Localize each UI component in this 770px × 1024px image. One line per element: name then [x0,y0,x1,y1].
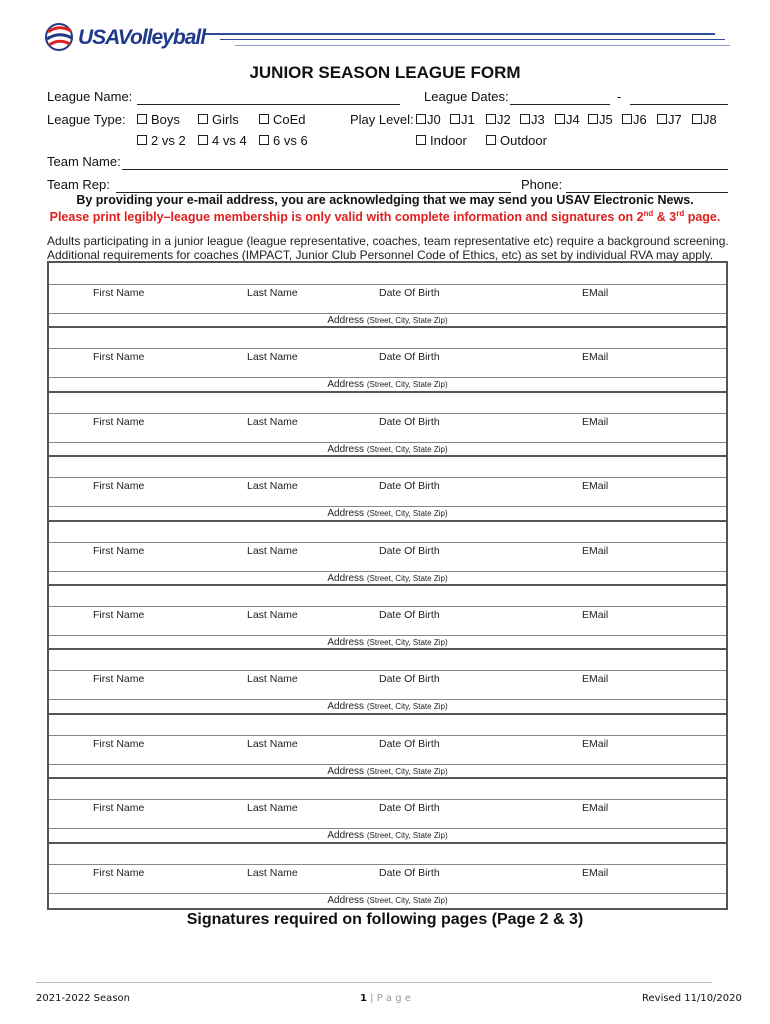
league-dates-label: League Dates: [424,89,509,104]
volleyball-icon [44,22,78,56]
checkbox-j3[interactable]: J3 [520,112,545,127]
email-header: EMail [582,866,609,879]
name-entry-line[interactable] [49,542,726,543]
email-header: EMail [582,673,609,686]
last-name-header: Last Name [247,287,298,299]
email-header: EMail [582,737,609,750]
address-entry-line[interactable] [49,571,726,572]
last-name-header: Last Name [247,544,298,557]
email-header: EMail [582,351,609,364]
address-label: Address (Street, City, State Zip) [327,443,448,455]
first-name-header: First Name [93,351,145,364]
roster-table [47,261,728,910]
address-label: Address (Street, City, State Zip) [327,572,448,584]
email-header: EMail [582,287,609,299]
first-name-header: First Name [93,544,145,557]
roster-entry [49,585,726,649]
address-label: Address (Street, City, State Zip) [327,508,448,520]
page-number: 1 | P a g e [360,993,411,1004]
email-notice: By providing your e-mail address, you are acknowledging that we may send you USAV Electronic News. [76,193,694,207]
header-rule [205,33,715,35]
date-of-birth-header: Date Of Birth [379,480,440,493]
league-name-field[interactable] [137,104,400,105]
address-entry-line[interactable] [49,828,726,829]
dates-separator: - [617,89,622,104]
team-name-field[interactable] [122,169,728,170]
checkbox-j2[interactable]: J2 [486,112,511,127]
date-of-birth-header: Date Of Birth [379,866,440,879]
roster-entry [49,327,726,391]
first-name-header: First Name [93,415,145,428]
checkbox-outdoor[interactable]: Outdoor [486,133,547,148]
address-entry-line[interactable] [49,764,726,765]
season-label: 2021-2022 Season [36,993,130,1004]
league-name-label: League Name: [47,89,133,104]
first-name-header: First Name [93,866,145,879]
address-label: Address (Street, City, State Zip) [327,830,448,842]
first-name-header: First Name [93,609,145,621]
checkbox-4vs4[interactable]: 4 vs 4 [198,133,247,148]
name-entry-line[interactable] [49,284,726,285]
league-type-label: League Type: [47,112,126,127]
first-name-header: First Name [93,480,145,493]
checkbox-girls[interactable]: Girls [198,112,239,127]
address-entry-line[interactable] [49,699,726,700]
roster-entry [49,714,726,778]
logo-wordmark: USAVolleyball [78,26,206,49]
date-of-birth-header: Date Of Birth [379,737,440,750]
address-label: Address (Street, City, State Zip) [327,637,448,648]
address-entry-line[interactable] [49,893,726,894]
email-header: EMail [582,609,609,621]
page-title: JUNIOR SEASON LEAGUE FORM [249,63,521,82]
address-label: Address (Street, City, State Zip) [327,894,448,906]
checkbox-2vs2[interactable]: 2 vs 2 [137,133,186,148]
date-of-birth-header: Date Of Birth [379,802,440,815]
last-name-header: Last Name [247,415,298,428]
address-entry-line[interactable] [49,313,726,314]
email-header: EMail [582,415,609,428]
checkbox-6vs6[interactable]: 6 vs 6 [259,133,308,148]
name-entry-line[interactable] [49,413,726,414]
coach-requirements-text: Additional requirements for coaches (IMPACT, Junior Club Personnel Code of Ethics, etc) as set by individual RVA may apply. [47,248,714,262]
legibility-notice: Please print legibly–league membership is only valid with complete information and signatures on 2nd & 3rd page. [49,209,721,225]
name-entry-line[interactable] [49,799,726,800]
email-header: EMail [582,544,609,557]
last-name-header: Last Name [247,480,298,493]
league-start-date-field[interactable] [510,104,610,105]
first-name-header: First Name [93,287,145,299]
name-entry-line[interactable] [49,477,726,478]
date-of-birth-header: Date Of Birth [379,415,440,428]
checkbox-j8[interactable]: J8 [692,112,717,127]
checkbox-j4[interactable]: J4 [555,112,580,127]
checkbox-j0[interactable]: J0 [416,112,441,127]
roster-entry [49,263,726,327]
address-label: Address (Street, City, State Zip) [327,315,448,326]
roster-entry [49,456,726,520]
last-name-header: Last Name [247,866,298,879]
date-of-birth-header: Date Of Birth [379,351,440,364]
revised-date: Revised 11/10/2020 [642,993,742,1004]
checkbox-j5[interactable]: J5 [588,112,613,127]
email-header: EMail [582,802,609,815]
date-of-birth-header: Date Of Birth [379,609,440,621]
last-name-header: Last Name [247,351,298,364]
header-rule [220,39,725,40]
address-label: Address (Street, City, State Zip) [327,379,448,391]
address-label: Address (Street, City, State Zip) [327,765,448,777]
last-name-header: Last Name [247,673,298,686]
team-name-label: Team Name: [47,154,121,169]
checkbox-j7[interactable]: J7 [657,112,682,127]
league-end-date-field[interactable] [630,104,728,105]
last-name-header: Last Name [247,609,298,621]
address-entry-line[interactable] [49,506,726,507]
name-entry-line[interactable] [49,606,726,607]
address-entry-line[interactable] [49,377,726,378]
email-header: EMail [582,480,609,493]
address-entry-line[interactable] [49,442,726,443]
date-of-birth-header: Date Of Birth [379,673,440,686]
checkbox-coed[interactable]: CoEd [259,112,306,127]
name-entry-line[interactable] [49,348,726,349]
date-of-birth-header: Date Of Birth [379,544,440,557]
play-level-label: Play Level: [350,112,414,127]
name-entry-line[interactable] [49,735,726,736]
last-name-header: Last Name [247,802,298,815]
address-label: Address (Street, City, State Zip) [327,701,448,713]
checkbox-indoor[interactable]: Indoor [416,133,467,148]
roster-entry [49,649,726,713]
signatures-note: Signatures required on following pages (Page 2 & 3) [186,911,584,928]
date-of-birth-header: Date Of Birth [379,287,440,299]
footer-rule [36,982,712,983]
name-entry-line[interactable] [49,864,726,865]
first-name-header: First Name [93,673,145,686]
first-name-header: First Name [93,802,145,815]
header-rule [235,45,730,46]
phone-label: Phone: [521,177,563,192]
address-entry-line[interactable] [49,635,726,636]
first-name-header: First Name [93,737,145,750]
usa-volleyball-logo [44,20,204,60]
roster-entry [49,843,726,907]
background-screening-text: Adults participating in a junior league (league representative, coaches, team representative etc) require a background screening. [47,234,729,248]
team-rep-label: Team Rep: [47,177,110,192]
checkbox-j6[interactable]: J6 [622,112,647,127]
roster-entry [49,392,726,456]
checkbox-j1[interactable]: J1 [450,112,475,127]
roster-entry [49,778,726,842]
last-name-header: Last Name [247,737,298,750]
roster-entry [49,521,726,585]
name-entry-line[interactable] [49,670,726,671]
checkbox-boys[interactable]: Boys [137,112,180,127]
